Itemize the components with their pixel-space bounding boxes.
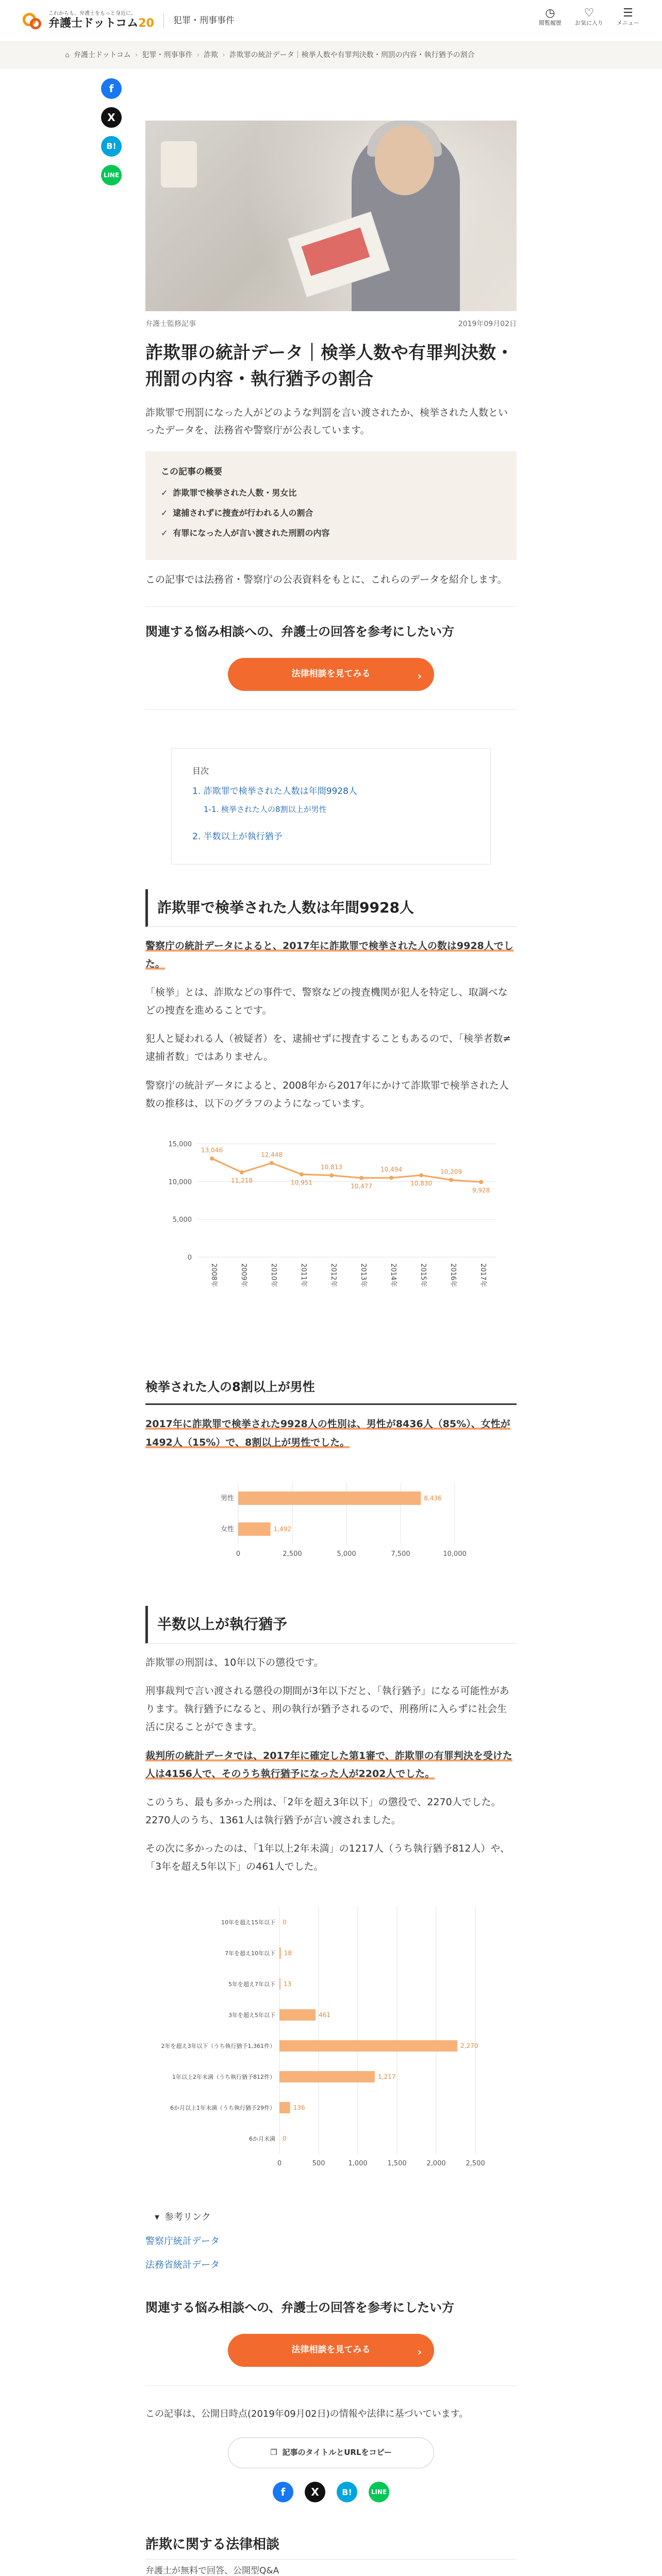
toc-item[interactable]: 1. 詐欺罪で検挙された人数は年間9928人 xyxy=(192,786,357,796)
consult-title: 関連する悩み相談への、弁護士の回答を参考にしたい方 xyxy=(145,624,455,639)
arrow-right-icon: › xyxy=(417,2345,422,2358)
x-tick-label: 2011年 xyxy=(300,1263,307,1287)
reference-link[interactable]: 警察庁統計データ xyxy=(145,2235,220,2247)
x-tick-label: 1,500 xyxy=(387,2160,407,2168)
bar xyxy=(279,2009,316,2021)
section-heading: 詐欺罪で検挙された人数は年間9928人 xyxy=(145,889,517,927)
gender-bar-chart-svg xyxy=(145,1472,517,1575)
check-icon: ✓ xyxy=(161,508,168,518)
cta-label: 法律相談を見てみる xyxy=(291,2345,371,2355)
check-icon: ✓ xyxy=(161,488,168,498)
summary-title: この記事の概要 xyxy=(161,467,222,478)
data-label: 10,209 xyxy=(440,1168,462,1176)
bar xyxy=(238,1522,271,1536)
line-share-icon[interactable]: LINE xyxy=(369,2482,389,2502)
heart-icon: ♡ xyxy=(584,7,594,20)
data-label: 1,492 xyxy=(273,1525,292,1533)
paragraph: 警察庁の統計データによると、2008年から2017年にかけて詐欺罪で検挙された人数の推移は、以下のグラフのようになっています。 xyxy=(145,1079,509,1109)
category-label: 2年を超え3年以下（うち執行猶予1,361件） xyxy=(161,2043,275,2050)
bar xyxy=(279,2040,457,2052)
bar xyxy=(279,1947,281,1959)
site-logo[interactable] xyxy=(23,11,154,31)
copy-title-url-button[interactable] xyxy=(228,2437,434,2468)
article-main xyxy=(145,69,517,2576)
home-icon: ⌂ xyxy=(65,51,70,60)
breadcrumb-current: 詐欺罪の統計データ｜検挙人数や有罪判決数・刑罰の内容・執行猶予の割合 xyxy=(229,51,475,60)
references-toggle-label: 参考リンク xyxy=(164,2212,211,2223)
sentence-bar-chart-svg xyxy=(145,1896,517,2185)
paragraph xyxy=(145,937,517,973)
chevron-down-icon: ▾ xyxy=(155,2212,160,2223)
category-label: 10年を超え15年以下 xyxy=(221,1919,275,1926)
toc-title: 目次 xyxy=(192,766,209,776)
category-label: 5年を超え7年以下 xyxy=(228,1981,275,1988)
hatena-bookmark-icon[interactable]: B! xyxy=(337,2482,357,2502)
table-of-contents xyxy=(171,748,491,865)
x-tick-label: 2015年 xyxy=(419,1263,427,1287)
consult-block-bottom xyxy=(145,2292,517,2367)
data-point xyxy=(300,1172,304,1176)
copy-icon: ❐ xyxy=(270,2448,277,2458)
data-label: 13 xyxy=(283,1980,292,1988)
chevron-right-icon: › xyxy=(135,51,138,60)
qa-section-subtitle: 弁護士が無料で回答、公開型Q&A xyxy=(145,2566,279,2576)
summary-item xyxy=(161,526,501,540)
data-label: 18 xyxy=(284,1950,292,1957)
data-point xyxy=(210,1157,214,1161)
copy-label: 記事のタイトルとURLをコピー xyxy=(282,2448,392,2458)
x-tick-label: 5,000 xyxy=(337,1550,356,1558)
logo-name-accent: 20 xyxy=(138,17,154,30)
data-point xyxy=(419,1173,423,1177)
data-label: 2,270 xyxy=(460,2042,478,2050)
reference-link[interactable]: 法務省統計データ xyxy=(145,2260,220,2271)
section-heading: 半数以上が執行猶予 xyxy=(145,1606,517,1643)
data-label: 8,436 xyxy=(424,1494,442,1502)
site-header xyxy=(0,0,662,42)
data-point xyxy=(479,1180,483,1184)
x-tick-label: 500 xyxy=(312,2160,325,2168)
logo-tagline: これからも、弁護士をもっと身近に。 xyxy=(48,11,136,17)
clock-icon: ◷ xyxy=(545,7,555,20)
breadcrumb-item[interactable]: 詐欺 xyxy=(204,51,218,60)
paragraph xyxy=(145,1415,517,1451)
facebook-share-icon[interactable]: f xyxy=(101,78,122,99)
summary-item-text: 詐欺罪で検挙された人数・男女比 xyxy=(173,488,297,498)
breadcrumb xyxy=(0,42,662,69)
paragraph: 詐欺罪の刑罰は、10年以下の懲役です。 xyxy=(145,1656,324,1668)
chevron-right-icon: › xyxy=(222,51,225,60)
data-point xyxy=(329,1173,334,1177)
x-tick-label: 2012年 xyxy=(329,1263,337,1287)
paragraph: 「検挙」とは、詐欺などの事件で、警察などの捜査機関が犯人を特定し、取調べなどの捜査を進めることです。 xyxy=(145,987,508,1016)
x-tick-label: 1,000 xyxy=(348,2160,368,2168)
data-label: 9,928 xyxy=(472,1187,490,1194)
x-tick-label: 2010年 xyxy=(270,1263,277,1287)
x-tick-label: 0 xyxy=(236,1550,241,1558)
toc-subitem[interactable]: 1-1. 検挙された人の8割以上が男性 xyxy=(204,804,327,814)
hero-image xyxy=(145,121,517,311)
logo-name-text: 弁護士ドットコム xyxy=(48,17,139,30)
category-label: 1年以上2年未満（うち執行猶予812件） xyxy=(172,2074,275,2081)
highlight-text: 警察庁の統計データによると、2017年に詐欺罪で検挙された人の数は9928人でした。 xyxy=(145,940,514,970)
x-tick-label: 10,000 xyxy=(443,1550,467,1558)
menu-label: メニュー xyxy=(617,20,639,27)
qa-section-title: 詐欺に関する法律相談 xyxy=(145,2533,517,2560)
data-point xyxy=(389,1176,393,1180)
y-tick-label: 15,000 xyxy=(168,1140,192,1148)
y-tick-label: 5,000 xyxy=(172,1216,192,1224)
consult-block xyxy=(145,606,517,691)
data-label: 12,448 xyxy=(261,1151,283,1159)
history-label: 閲覧履歴 xyxy=(539,20,561,27)
logo-name xyxy=(48,17,154,30)
x-tick-label: 2013年 xyxy=(359,1263,367,1287)
x-tick-label: 2,500 xyxy=(283,1550,302,1558)
category-label: 女性 xyxy=(220,1525,234,1533)
data-label: 10,951 xyxy=(291,1179,312,1187)
data-label: 136 xyxy=(293,2104,305,2112)
data-label: 10,494 xyxy=(380,1165,402,1173)
toc-item[interactable]: 2. 半数以上が執行猶予 xyxy=(192,832,283,842)
paragraph: このうち、最も多かった刑は、「2年を超え3年以下」の懲役で、2270人でした。2270人のうち、1361人は執行猶予が言い渡されました。 xyxy=(145,1796,501,1826)
bar xyxy=(279,2102,290,2113)
article-summary xyxy=(145,451,517,560)
x-tick-label: 2009年 xyxy=(240,1263,247,1287)
article-note: この記事では法務省・警察庁の公表資料をもとに、これらのデータを紹介します。 xyxy=(145,573,507,585)
bar xyxy=(279,2071,375,2082)
data-point xyxy=(270,1161,274,1165)
arrow-right-icon: › xyxy=(417,669,422,682)
data-label: 10,813 xyxy=(321,1163,342,1171)
data-label: 0 xyxy=(283,1919,287,1926)
bar xyxy=(238,1492,421,1505)
share-row xyxy=(145,2482,517,2502)
view-consultations-button[interactable] xyxy=(228,658,434,691)
references-toggle[interactable] xyxy=(155,2210,211,2226)
view-consultations-button[interactable] xyxy=(228,2334,434,2367)
data-label: 461 xyxy=(319,2011,330,2019)
category-label: 7年を超え10年以下 xyxy=(225,1950,275,1957)
page-title: 詐欺罪の統計データ｜検挙人数や有罪判決数・刑罰の内容・執行猶予の割合 xyxy=(145,342,514,389)
highlight-text: 2017年に詐欺罪で検挙された9928人の性別は、男性が8436人（85%）、女性が1492人（15%）で、8割以上が男性でした。 xyxy=(145,1418,510,1448)
consult-title: 関連する悩み相談への、弁護士の回答を参考にしたい方 xyxy=(145,2300,455,2315)
publish-note: この記事は、公開日時点(2019年09月02日)の情報や法律に基づいています。 xyxy=(145,2408,469,2419)
y-tick-label: 0 xyxy=(187,1253,192,1262)
subsection-heading: 検挙された人の8割以上が男性 xyxy=(145,1377,517,1405)
x-share-icon[interactable]: X xyxy=(305,2482,325,2502)
data-point xyxy=(359,1176,363,1180)
sentence-bar-chart xyxy=(145,1896,517,2191)
cta-label: 法律相談を見てみる xyxy=(291,669,371,680)
data-label: 13,046 xyxy=(201,1146,223,1154)
paragraph: 刑事裁判で言い渡される懲役の期間が3年以下だと、「執行猶予」になる可能性があります。執行猶予になると、刑の執行が猶予されるので、刑務所に入らずに社会生活に戻ることができます。 xyxy=(145,1685,509,1733)
header-category[interactable]: 犯罪・刑事事件 xyxy=(163,13,235,28)
references xyxy=(145,2210,517,2274)
x-tick-label: 2016年 xyxy=(449,1263,457,1287)
category-label: 6か月以上1年未満（うち執行猶予29件） xyxy=(170,2105,275,2112)
menu-icon: ☰ xyxy=(623,7,633,20)
bar xyxy=(279,1978,280,1990)
category-label: 男性 xyxy=(220,1494,234,1502)
arrests-line-chart xyxy=(145,1133,517,1351)
paragraph: その次に多かったのは、「1年以上2年未満」の1217人（うち執行猶予812人）や、「3年を超え5年以下」の461人でした。 xyxy=(145,1843,510,1873)
article-meta xyxy=(145,318,517,331)
breadcrumb-item[interactable]: 犯罪・刑事事件 xyxy=(142,51,193,60)
data-label: 1,217 xyxy=(377,2073,396,2081)
data-label: 0 xyxy=(283,2135,287,2143)
side-share-bar xyxy=(101,78,122,185)
paragraph: 犯人と疑われる人（被疑者）を、逮捕せずに捜査することもあるので、「検挙者数≠逮捕者数」ではありません。 xyxy=(145,1033,511,1063)
favorites-label: お気に入り xyxy=(575,20,603,27)
x-tick-label: 2017年 xyxy=(479,1263,487,1287)
category-label: 6か月未満 xyxy=(249,2136,275,2143)
x-tick-label: 2,000 xyxy=(426,2160,446,2168)
facebook-share-icon[interactable]: f xyxy=(273,2482,293,2502)
data-label: 10,477 xyxy=(351,1182,372,1190)
summary-item xyxy=(161,486,501,500)
summary-item-text: 逮捕されずに捜査が行われる人の割合 xyxy=(173,508,313,518)
x-tick-label: 0 xyxy=(277,2160,282,2168)
x-tick-label: 2008年 xyxy=(210,1263,218,1287)
x-tick-label: 2,500 xyxy=(466,2160,485,2168)
y-tick-label: 10,000 xyxy=(168,1178,192,1187)
summary-item-text: 有罪になった人が言い渡された刑罰の内容 xyxy=(173,528,330,538)
history-button[interactable] xyxy=(539,7,561,27)
data-label: 11,218 xyxy=(231,1177,253,1184)
gender-bar-chart xyxy=(145,1472,517,1582)
data-point xyxy=(449,1178,453,1182)
paragraph xyxy=(145,1747,517,1783)
data-point xyxy=(240,1170,244,1174)
menu-button[interactable] xyxy=(617,7,639,27)
line-share-icon[interactable]: LINE xyxy=(101,165,122,185)
summary-item xyxy=(161,506,501,520)
header-icons xyxy=(539,7,639,27)
article-lead: 詐欺罪で刑罰になった人がどのような判罰を言い渡されたか、検挙された人数といったデータを、法務省や警察庁が公表しています。 xyxy=(145,406,508,436)
logo-mark-icon xyxy=(23,11,43,31)
hatena-bookmark-icon[interactable]: B! xyxy=(101,136,122,157)
arrests-line-chart-svg xyxy=(145,1133,517,1345)
article-date: 2019年09月02日 xyxy=(458,320,517,328)
data-label: 10,830 xyxy=(410,1180,432,1188)
chevron-right-icon: › xyxy=(196,51,200,60)
breadcrumb-item[interactable]: 弁護士ドットコム xyxy=(73,51,131,60)
article-author: 弁護士監修記事 xyxy=(145,320,196,328)
highlight-text: 裁判所の統計データでは、2017年に確定した第1審で、詐欺罪の有罪判決を受けた人は4156人で、そのうち執行猶予になった人が2202人でした。 xyxy=(145,1750,512,1780)
x-tick-label: 2014年 xyxy=(389,1263,397,1287)
category-label: 3年を超え5年以下 xyxy=(228,2012,275,2019)
x-tick-label: 7,500 xyxy=(391,1550,410,1558)
x-share-icon[interactable]: X xyxy=(101,107,122,128)
favorites-button[interactable] xyxy=(575,7,603,27)
check-icon: ✓ xyxy=(161,528,168,538)
